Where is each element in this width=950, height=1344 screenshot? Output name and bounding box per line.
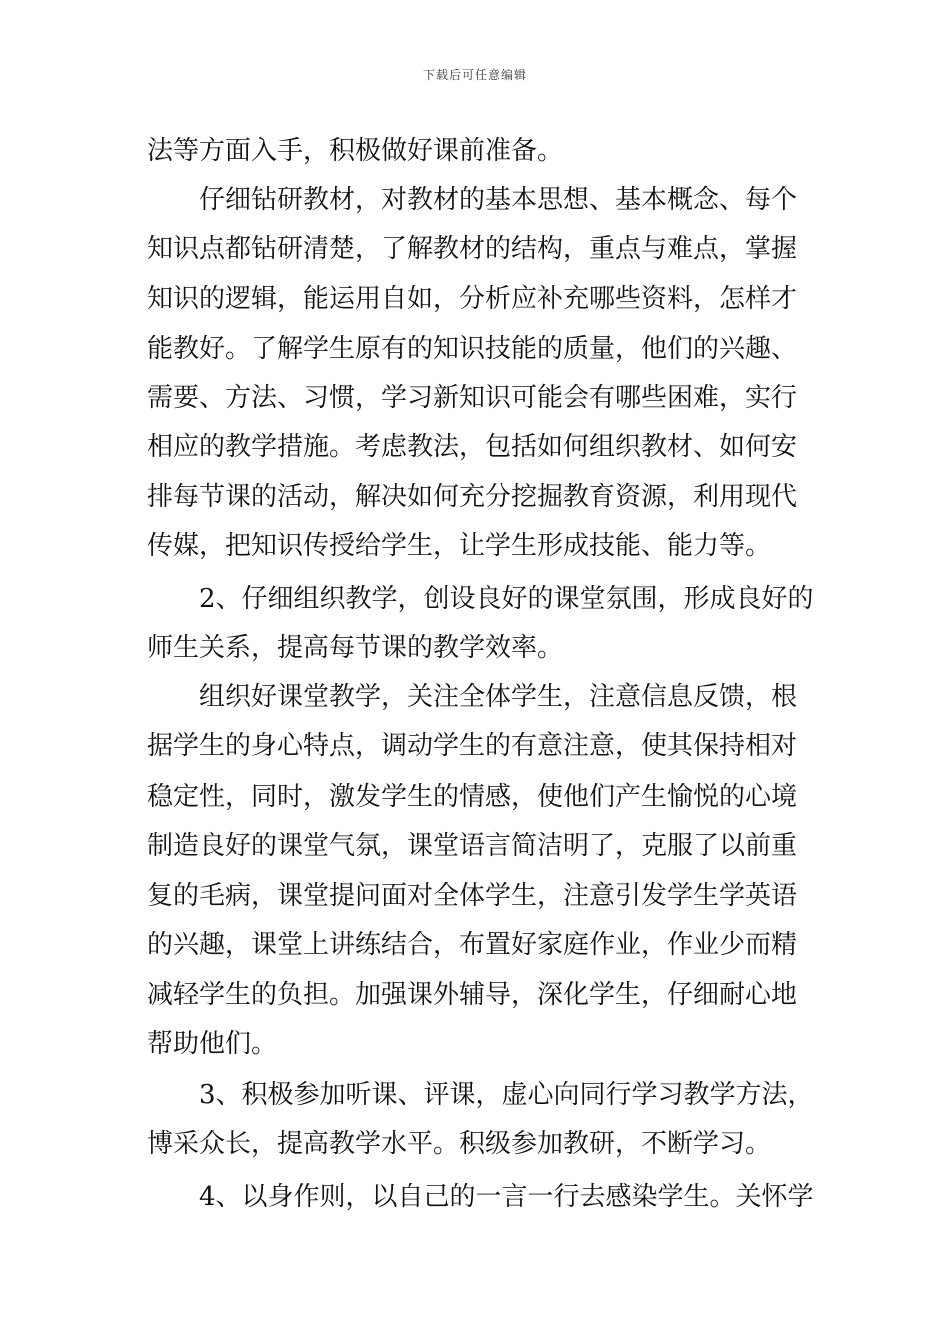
paragraph-line: 仔细钻研教材，对教材的基本思想、基本概念、每个 xyxy=(199,185,798,215)
paragraph-line: 帮助他们。 xyxy=(147,1029,278,1059)
paragraph-line: 排每节课的活动，解决如何充分挖掘教育资源，利用现代 xyxy=(147,482,798,512)
paragraph-line: 复的毛病，课堂提问面对全体学生，注意引发学生学英语 xyxy=(147,881,798,911)
paragraph-line: 稳定性，同时，激发学生的情感，使他们产生愉悦的心境 xyxy=(147,782,798,812)
paragraph-line: 法等方面入手，积极做好课前准备。 xyxy=(147,136,564,166)
paragraph-line: 知识的逻辑，能运用自如，分析应补充哪些资料，怎样才 xyxy=(147,284,798,314)
paragraph-line: 能教好。了解学生原有的知识技能的质量，他们的兴趣、 xyxy=(147,334,798,364)
paragraph-line: 相应的教学措施。考虑教法，包括如何组织教材、如何安 xyxy=(147,432,798,462)
paragraph-line: 组织好课堂教学，关注全体学生，注意信息反馈，根 xyxy=(199,682,798,712)
paragraph-line: 减轻学生的负担。加强课外辅导，深化学生，仔细耐心地 xyxy=(147,980,798,1010)
paragraph-line: 的兴趣，课堂上讲练结合，布置好家庭作业，作业少而精 xyxy=(147,930,798,960)
page-header: 下载后可任意编辑 xyxy=(422,68,527,82)
paragraph-line: 传媒，把知识传授给学生，让学生形成技能、能力等。 xyxy=(147,531,772,561)
paragraph-line: 4、以身作则，以自己的一言一行去感染学生。关怀学 xyxy=(199,1182,814,1212)
paragraph-line: 需要、方法、习惯，学习新知识可能会有哪些困难，实行 xyxy=(147,383,798,413)
paragraph-line: 制造良好的课堂气氛，课堂语言简洁明了，克服了以前重 xyxy=(147,831,798,861)
paragraph-line: 博采众长，提高教学水平。积级参加教研，不断学习。 xyxy=(147,1129,772,1159)
paragraph-line: 知识点都钻研清楚，了解教材的结构，重点与难点，掌握 xyxy=(147,234,798,264)
paragraph-line: 3、积极参加听课、评课，虚心向同行学习教学方法， xyxy=(199,1080,814,1110)
paragraph-line: 师生关系，提高每节课的教学效率。 xyxy=(147,633,564,663)
paragraph-line: 2、仔细组织教学，创设良好的课堂氛围，形成良好的 xyxy=(199,584,814,614)
paragraph-line: 据学生的身心特点，调动学生的有意注意，使其保持相对 xyxy=(147,731,798,761)
